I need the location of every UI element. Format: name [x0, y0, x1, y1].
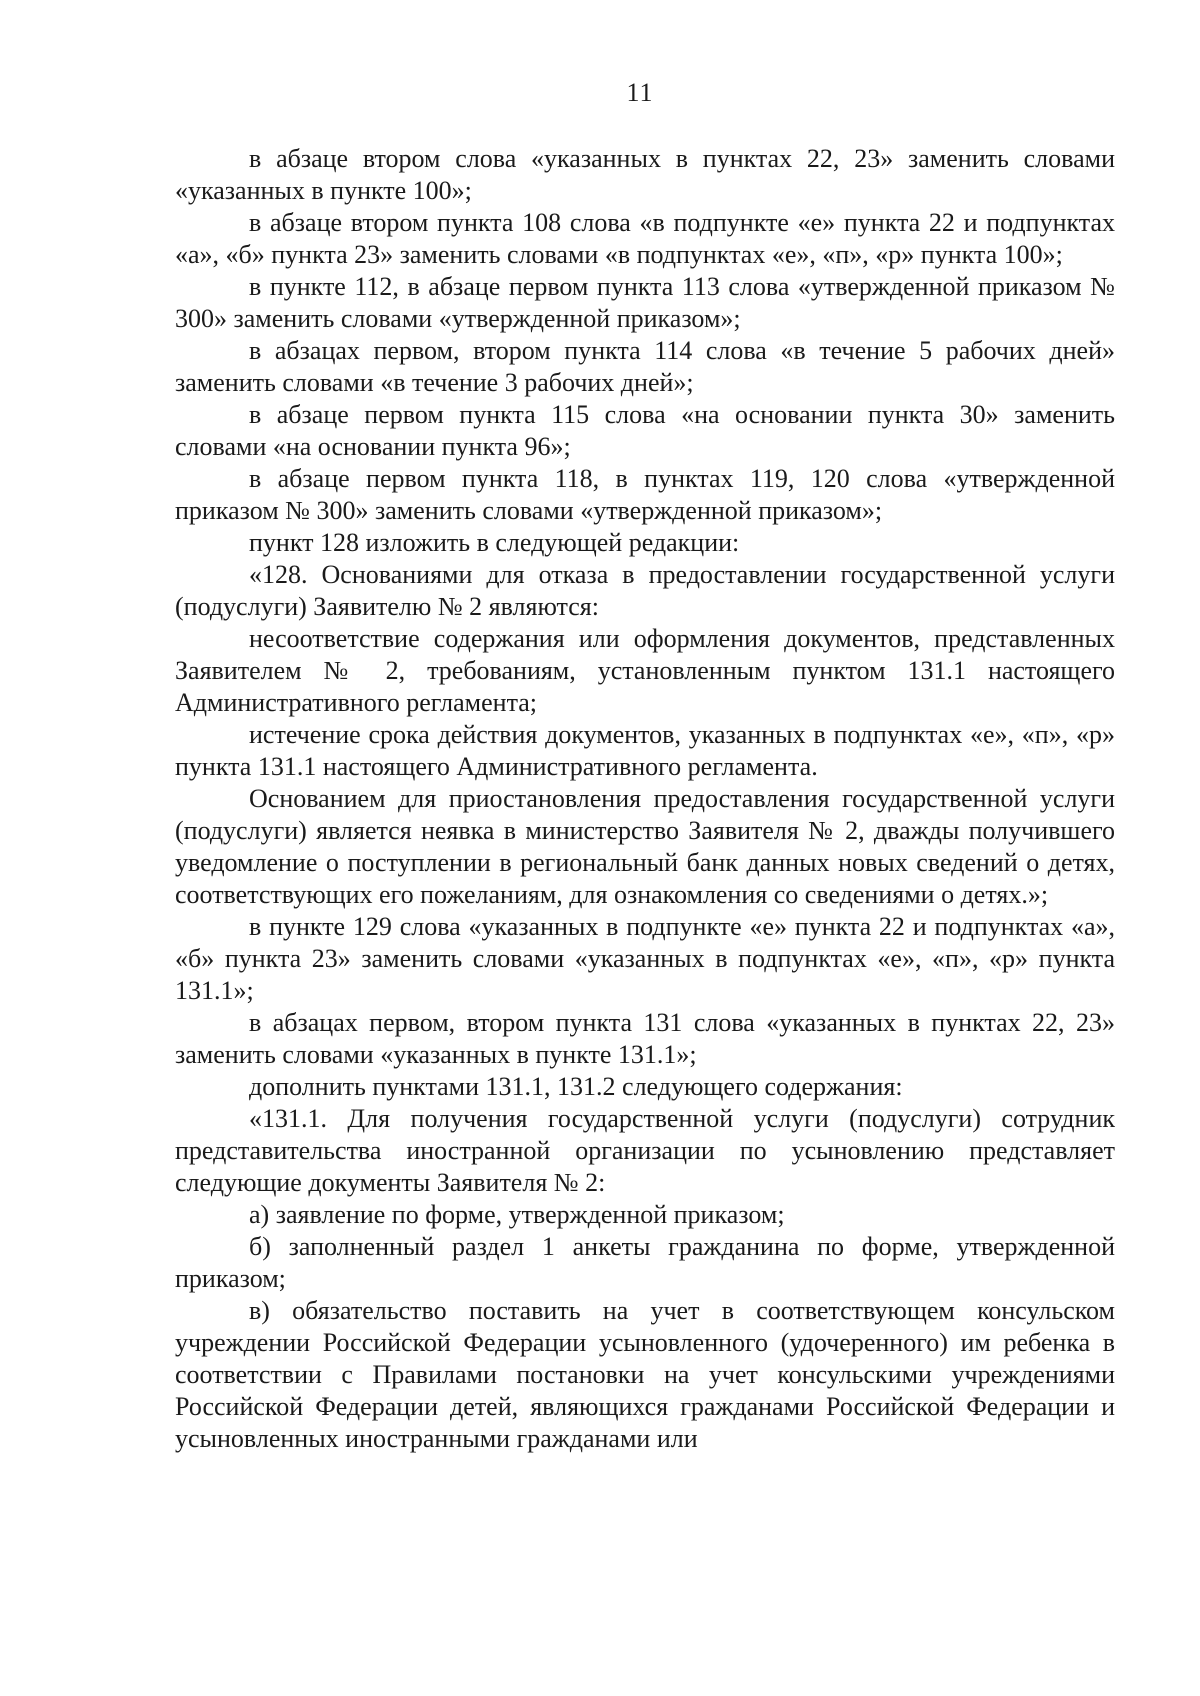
- paragraph: Основанием для приостановления предоставления государственной услуги (подуслуги) является неявка в министерство Заявителя № 2, дважды получившего уведомление о поступлении в региональный банк данных новых сведений о детях, соответствующих его пожеланиям, для ознакомления со сведениями о детях.»;: [175, 784, 1115, 909]
- paragraph: истечение срока действия документов, указанных в подпунктах «е», «п», «р» пункта 131.1 настоящего Административного регламента.: [175, 720, 1115, 781]
- paragraph: б) заполненный раздел 1 анкеты гражданина по форме, утвержденной приказом;: [175, 1232, 1115, 1293]
- paragraph: а) заявление по форме, утвержденной приказом;: [249, 1200, 785, 1229]
- document-body: [175, 143, 1115, 1455]
- paragraph: в абзаце первом пункта 115 слова «на основании пункта 30» заменить словами «на основании пункта 96»;: [175, 400, 1115, 461]
- paragraph: в абзаце первом пункта 118, в пунктах 119, 120 слова «утвержденной приказом № 300» заменить словами «утвержденной приказом»;: [175, 464, 1115, 525]
- paragraph: несоответствие содержания или оформления документов, представленных Заявителем № 2, требованиям, установленным пунктом 131.1 настоящего Административного регламента;: [175, 624, 1115, 717]
- paragraph: в абзацах первом, втором пункта 131 слова «указанных в пунктах 22, 23» заменить словами «указанных в пункте 131.1»;: [175, 1008, 1115, 1069]
- page-number: 11: [626, 78, 654, 107]
- paragraph: в абзаце втором слова «указанных в пунктах 22, 23» заменить словами «указанных в пункте 100»;: [175, 144, 1115, 205]
- paragraph: в пункте 112, в абзаце первом пункта 113 слова «утвержденной приказом № 300» заменить словами «утвержденной приказом»;: [175, 272, 1115, 333]
- paragraph: в абзацах первом, втором пункта 114 слова «в течение 5 рабочих дней» заменить словами «в течение 3 рабочих дней»;: [175, 336, 1115, 397]
- paragraph: «131.1. Для получения государственной услуги (подуслуги) сотрудник представительства иностранной организации по усыновлению представляет следующие документы Заявителя № 2:: [175, 1104, 1115, 1197]
- paragraph: в абзаце втором пункта 108 слова «в подпункте «е» пункта 22 и подпунктах «а», «б» пункта 23» заменить словами «в подпунктах «е», «п», «р» пункта 100»;: [175, 208, 1115, 269]
- paragraph: в) обязательство поставить на учет в соответствующем консульском учреждении Российской Федерации усыновленного (удочеренного) им ребенка в соответствии с Правилами постановки на учет консульскими учреждениями Российской Федерации детей, являющихся гражданами Российской Федерации и усыновленных иностранными гражданами или: [175, 1296, 1115, 1453]
- paragraph: в пункте 129 слова «указанных в подпункте «е» пункта 22 и подпунктах «а», «б» пункта 23» заменить словами «указанных в подпунктах «е», «п», «р» пункта 131.1»;: [175, 912, 1115, 1005]
- paragraph: «128. Основаниями для отказа в предоставлении государственной услуги (подуслуги) Заявителю № 2 являются:: [175, 560, 1115, 621]
- paragraph: пункт 128 изложить в следующей редакции:: [249, 528, 740, 557]
- paragraph: дополнить пунктами 131.1, 131.2 следующего содержания:: [249, 1072, 903, 1101]
